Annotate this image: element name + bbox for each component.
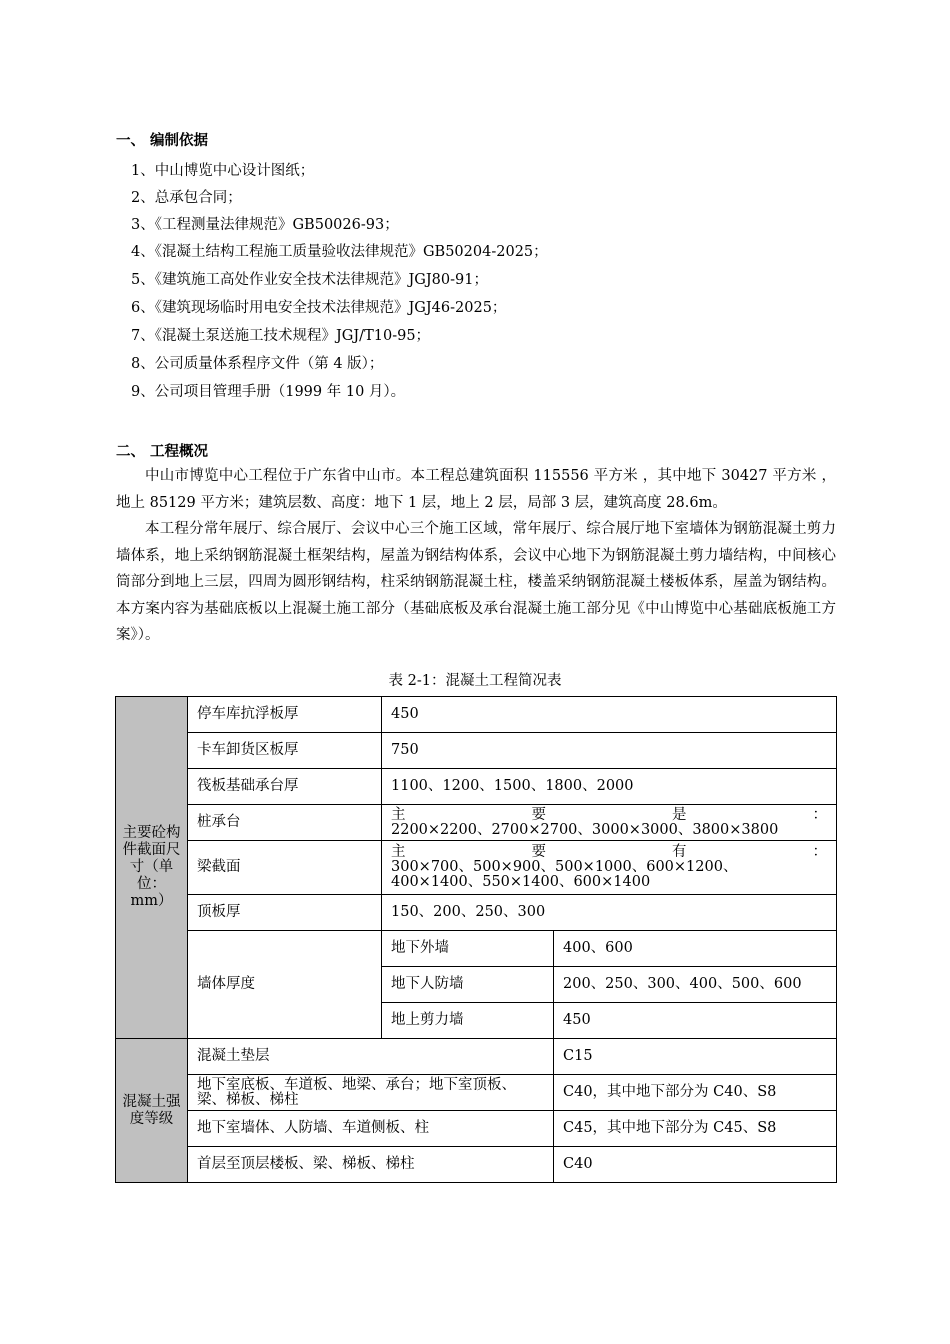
spread-char: 要 xyxy=(531,806,546,823)
row-value: 200、250、300、400、500、600 xyxy=(554,967,837,1003)
row-label: 桩承台 xyxy=(188,805,382,841)
row-label: 首层至顶层楼板、梁、梯板、梯柱 xyxy=(188,1147,554,1183)
row-value: 400、600 xyxy=(554,931,837,967)
basis-item: 9、公司项目管理手册（1999 年 10 月）。 xyxy=(131,384,406,400)
section-1-heading: 一、 编制依据 xyxy=(116,133,209,149)
beam-section-values: 300×700、500×900、500×1000、600×1200、400×1400、550×1400、600×1400 xyxy=(391,859,738,890)
row-value: 750 xyxy=(382,733,837,769)
basis-item: 4、《混凝土结构工程施工质量验收法律规范》GB50204-2025； xyxy=(131,244,548,260)
sub-label: 地上剪力墙 xyxy=(382,1003,554,1039)
spread-char: 要 xyxy=(531,844,546,860)
spread-char: 主 xyxy=(391,844,406,860)
table-row xyxy=(116,841,837,895)
spread-char: 是 xyxy=(672,806,687,823)
row-value: C40 xyxy=(554,1147,837,1183)
spread-char: ： xyxy=(812,806,827,823)
table-row xyxy=(116,697,837,733)
row-label: 停车库抗浮板厚 xyxy=(188,697,382,733)
row-value: C15 xyxy=(554,1039,837,1075)
row-label: 卡车卸货区板厚 xyxy=(188,733,382,769)
basis-item: 7、《混凝土泵送施工技术规程》JGJ/T10-95； xyxy=(131,328,431,344)
basis-item: 6、《建筑现场临时用电安全技术法律规范》JGJ46-2025； xyxy=(131,300,507,316)
basis-item: 8、公司质量体系程序文件（第 4 版）； xyxy=(131,356,384,372)
row-value: 450 xyxy=(382,697,837,733)
row-value: 450 xyxy=(554,1003,837,1039)
table-row xyxy=(116,1147,837,1183)
basis-item: 5、《建筑施工高处作业安全技术法律规范》JGJ80-91； xyxy=(131,272,488,288)
table-row xyxy=(116,1111,837,1147)
row-value: C40，其中地下部分为 C40、S8 xyxy=(554,1075,837,1111)
group-label-dimensions: 主要砼构件截面尺寸（单位：mm） xyxy=(116,697,188,1039)
table-row xyxy=(116,895,837,931)
row-label: 筏板基础承台厚 xyxy=(188,769,382,805)
table-row xyxy=(116,805,837,841)
section-2-heading: 二、 工程概况 xyxy=(116,444,209,460)
spread-char: 有 xyxy=(672,844,687,860)
row-label: 梁截面 xyxy=(188,841,382,895)
table-caption: 表 2-1：混凝土工程简况表 xyxy=(388,673,562,689)
overview-paragraph-1: 中山市博览中心工程位于广东省中山市。本工程总建筑面积 115556 平方米 ，其中地下 30427 平方米 ，地上 85129 平方米；建筑层数、高度：地下 1 层，地上 2 层，局部 3 层，建筑高度 28.6m。 xyxy=(116,468,836,511)
overview-text xyxy=(116,463,836,649)
basis-item: 3、《工程测量法律规范》GB50026-93； xyxy=(131,217,399,233)
row-value: C45，其中地下部分为 C45、S8 xyxy=(554,1111,837,1147)
row-value: 150、200、250、300 xyxy=(382,895,837,931)
row-value xyxy=(382,841,837,895)
row-label: 地下室墙体、人防墙、车道侧板、柱 xyxy=(188,1111,554,1147)
table-row xyxy=(116,733,837,769)
spread-char: ： xyxy=(812,844,827,860)
pile-cap-values: 2200×2200、2700×2700、3000×3000、3800×3800 xyxy=(391,821,779,838)
spread-text xyxy=(391,845,827,860)
group-label-strength: 混凝土强度等级 xyxy=(116,1039,188,1183)
row-label: 混凝土垫层 xyxy=(188,1039,554,1075)
row-value xyxy=(382,805,837,841)
spread-text xyxy=(391,808,827,823)
overview-paragraph-2: 本工程分常年展厅、综合展厅、会议中心三个施工区域，常年展厅、综合展厅地下室墙体为钢筋混凝土剪力墙体系，地上采纳钢筋混凝土框架结构，屋盖为钢结构体系，会议中心地下为钢筋混凝土剪力墙结构，中间核心筒部分到地上三层，四周为圆形钢结构，柱采纳钢筋混凝土柱，楼盖采纳钢筋混凝土楼板体系，屋盖为钢结构。本方案内容为基础底板以上混凝土施工部分（基础底板及承台混凝土施工部分见《中山博览中心基础底板施工方案》）。 xyxy=(116,521,836,643)
table-row xyxy=(116,1039,837,1075)
table-row xyxy=(116,1075,837,1111)
row-label: 顶板厚 xyxy=(188,895,382,931)
concrete-summary-table xyxy=(115,696,837,1183)
table-row xyxy=(116,931,837,967)
spread-char: 主 xyxy=(391,806,406,823)
row-label: 墙体厚度 xyxy=(188,931,382,1039)
basis-item: 2、总承包合同； xyxy=(131,190,242,206)
row-label: 地下室底板、车道板、地梁、承台；地下室顶板、梁、梯板、梯柱 xyxy=(188,1075,554,1111)
sub-label: 地下外墙 xyxy=(382,931,554,967)
basis-item: 1、中山博览中心设计图纸； xyxy=(131,163,315,179)
sub-label: 地下人防墙 xyxy=(382,967,554,1003)
row-value: 1100、1200、1500、1800、2000 xyxy=(382,769,837,805)
table-row xyxy=(116,769,837,805)
